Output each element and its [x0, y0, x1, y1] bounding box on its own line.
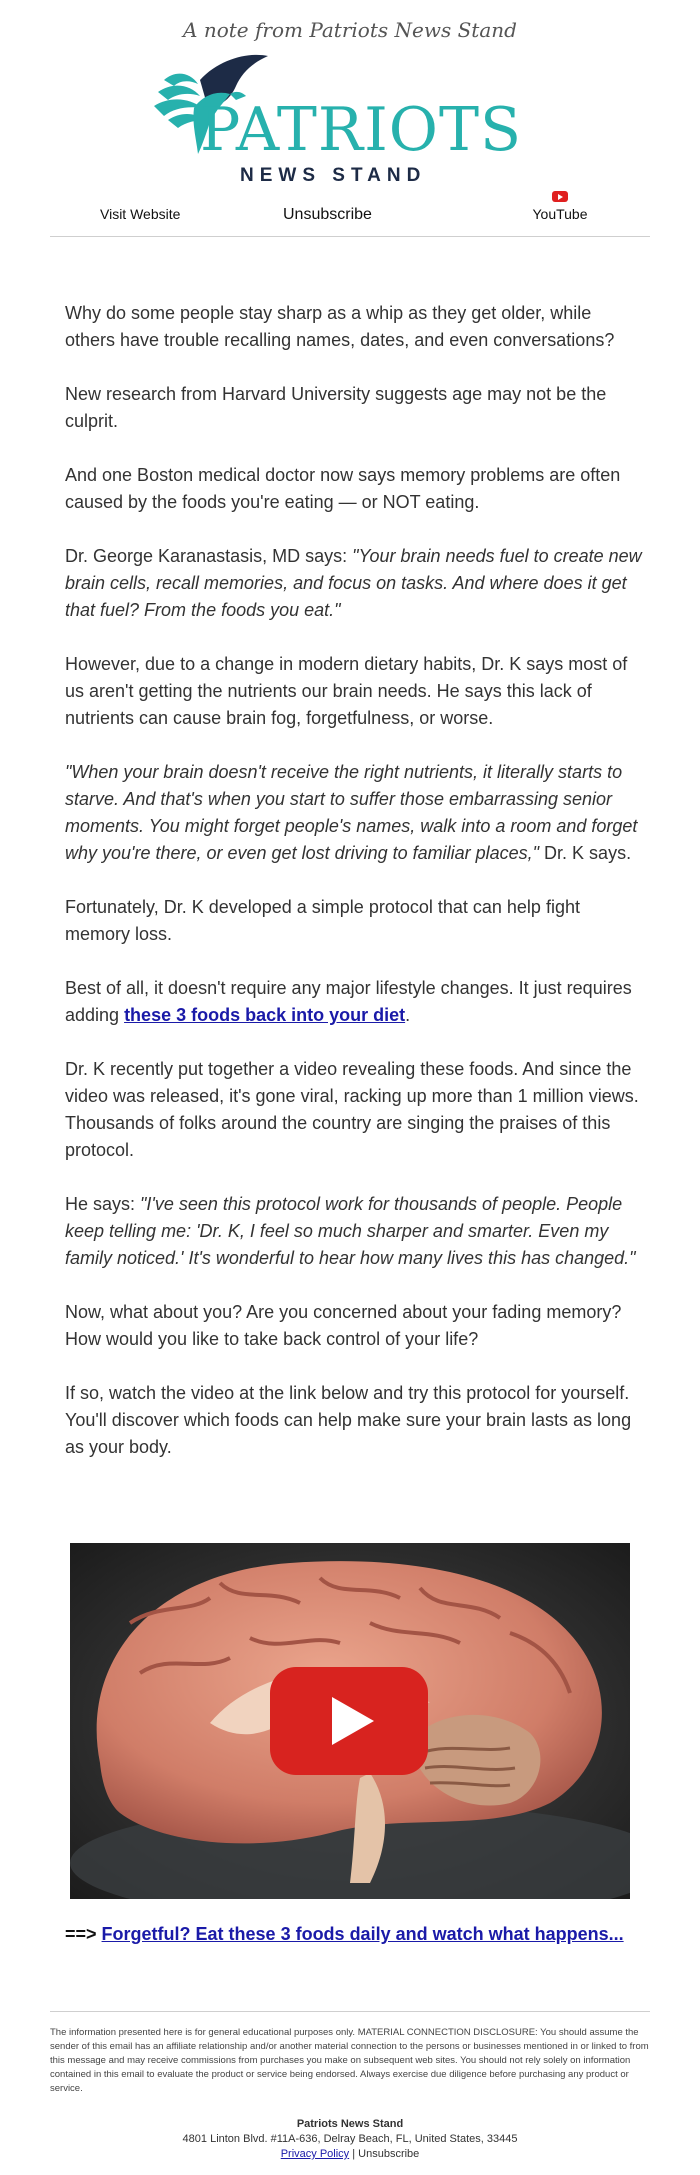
youtube-link[interactable] [528, 190, 592, 222]
unsubscribe-link[interactable]: Unsubscribe [283, 206, 372, 223]
play-icon[interactable] [270, 1667, 428, 1775]
footer-links [0, 2147, 700, 2162]
paragraph: Dr. K recently put together a video revealing these foods. And since the video was released, it's gone viral, racking up more than 1 million views. Thousands of folks around the country are singing the praises of this protocol. [65, 1059, 639, 1160]
youtube-icon [552, 191, 568, 202]
cta-arrow: ==> [65, 1924, 102, 1944]
privacy-policy-link[interactable]: Privacy Policy [280, 2148, 350, 2160]
paragraph [65, 975, 642, 1029]
cta-link[interactable]: Forgetful? Eat these 3 foods daily and watch what happens... [101, 1924, 624, 1944]
paragraph: Why do some people stay sharp as a whip as they get older, while others have trouble recalling names, dates, and even conversations? [65, 303, 615, 350]
paragraph-lead: Dr. George Karanastasis, MD says: [65, 546, 353, 566]
footer-company: Patriots News Stand [296, 2118, 404, 2130]
paragraph: Fortunately, Dr. K developed a simple protocol that can help fight memory loss. [65, 897, 580, 944]
footer-separator: | [349, 2148, 359, 2160]
footer-address: 4801 Linton Blvd. #11A-636, Delray Beach, FL, United States, 33445 [182, 2133, 518, 2145]
paragraph: And one Boston medical doctor now says memory problems are often caused by the foods you're eating — or NOT eating. [65, 465, 621, 512]
paragraph [65, 759, 642, 867]
nav-bar [50, 190, 650, 237]
paragraph-lead: Best of all, it doesn't require any major lifestyle changes. It just requires adding [65, 978, 632, 1025]
footer-unsubscribe-link[interactable]: Unsubscribe [358, 2148, 420, 2160]
paragraph-tail: Dr. K says. [539, 843, 632, 863]
paragraph-lead: He says: [65, 1194, 141, 1214]
header-tagline: A note from Patriots News Stand [183, 18, 517, 42]
paragraph [65, 543, 642, 624]
footer-divider [50, 2011, 650, 2012]
article-body [65, 300, 642, 1488]
paragraph-tail: . [405, 1005, 411, 1025]
visit-website-link[interactable]: Visit Website [100, 206, 181, 222]
three-foods-link[interactable]: these 3 foods back into your diet [124, 1005, 406, 1025]
logo-wordmark: PATRIOTS [200, 95, 523, 165]
doctor-quote: "Your brain needs fuel to create new brain cells, recall memories, and focus on tasks. And where does it get that fuel? From the foods you eat." [65, 546, 642, 620]
doctor-quote: "When your brain doesn't receive the right nutrients, it literally starts to starve. And that's when you start to suffer those embarrassing senior moments. You might forget people's names, walk into a room and forget why you're there, or even get lost driving to familiar places," [65, 762, 638, 863]
patriots-logo[interactable] [150, 50, 550, 185]
paragraph: New research from Harvard University suggests age may not be the culprit. [65, 384, 607, 431]
logo-subtitle: NEWS STAND [240, 165, 427, 185]
paragraph [65, 1191, 642, 1272]
disclaimer-text: The information presented here is for general educational purposes only. MATERIAL CONNECTION DISCLOSURE: You should assume the sender of this email has an affiliate relationship and/or another material connection to the persons or businesses mentioned in or linked to from this message and may receive commissions from purchases you make on subsequent web sites. You should not rely solely on information contained in this email to evaluate the product or service being endorsed. Always exercise due diligence before purchasing any product or service. [50, 2027, 649, 2094]
video-thumbnail[interactable] [70, 1543, 630, 1899]
youtube-label: YouTube [532, 206, 588, 222]
paragraph: Now, what about you? Are you concerned about your fading memory? How would you like to take back control of your life? [65, 1302, 622, 1349]
cta-line [65, 1924, 645, 1945]
paragraph: However, due to a change in modern dietary habits, Dr. K says most of us aren't getting the nutrients our brain needs. He says this lack of nutrients can cause brain fog, forgetfulness, or worse. [65, 654, 628, 728]
footer [0, 2117, 700, 2162]
doctor-quote: "I've seen this protocol work for thousands of people. People keep telling me: 'Dr. K, I feel so much sharper and smarter. Even my family noticed.' It's wonderful to hear how many lives this has changed." [65, 1194, 636, 1268]
paragraph: If so, watch the video at the link below and try this protocol for yourself. You'll discover which foods can help make sure your brain lasts as long as your body. [65, 1383, 632, 1457]
